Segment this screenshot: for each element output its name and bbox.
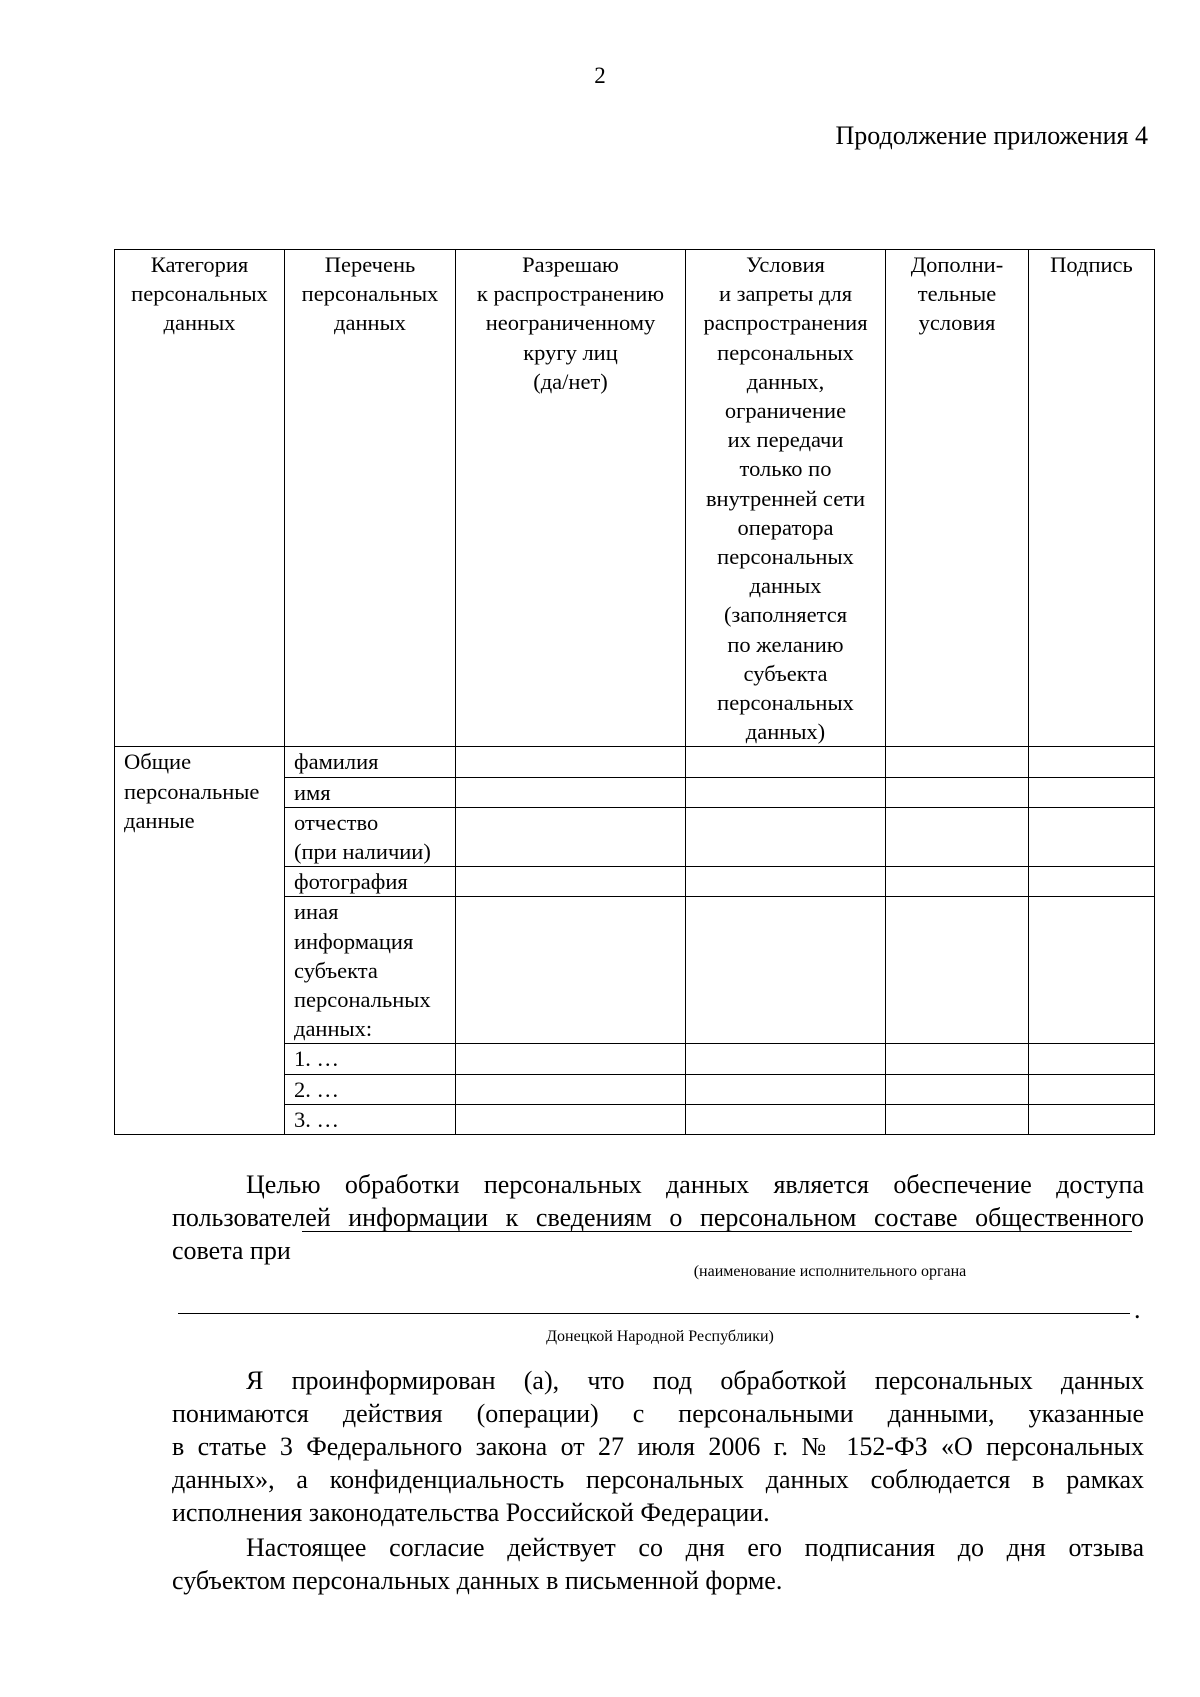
header-additional [886, 250, 1029, 747]
cell-line: персональных [717, 544, 854, 570]
cell-line: имя [294, 779, 331, 805]
cell-line: условия [918, 310, 996, 336]
signature-input-cell[interactable] [1029, 777, 1155, 807]
sentence-period: . [1134, 1295, 1141, 1324]
data-item-cell [285, 1044, 456, 1074]
cell-line: их передачи [727, 427, 844, 453]
header-permit [456, 250, 686, 747]
cell-line: 2. … [294, 1076, 339, 1102]
agency-name-fill-line[interactable] [302, 1231, 1132, 1232]
table-row [115, 747, 1155, 777]
data-item-cell [285, 807, 456, 866]
cell-line: персональных [294, 987, 431, 1013]
signature-input-cell[interactable] [1029, 1104, 1155, 1134]
data-item-cell [285, 777, 456, 807]
permit-input-cell[interactable] [456, 897, 686, 1044]
cell-line: только по [739, 456, 832, 482]
text-line: пользователей информации к сведениям о персональном составе общественного [172, 1203, 1144, 1232]
cell-line: ограничение [724, 398, 847, 424]
purpose-paragraph [172, 1168, 1144, 1267]
cell-line: субъекта [294, 957, 378, 983]
cell-line: 3. … [294, 1106, 339, 1132]
header-category [115, 250, 285, 747]
header-list [285, 250, 456, 747]
cell-line: данных [334, 310, 406, 336]
cell-line: тельные [917, 281, 997, 307]
header-row [115, 250, 1155, 747]
cell-line: данные [124, 807, 195, 833]
cell-line: персональных [717, 339, 854, 365]
additional-input-cell[interactable] [886, 1074, 1029, 1104]
cell-line: персональных [717, 690, 854, 716]
cell-line: данных [163, 310, 236, 336]
cell-line: Категория [150, 252, 249, 277]
cell-line: данных: [294, 1016, 373, 1042]
text-line: данных», а конфиденциальность персональных данных соблюдается в рамках [172, 1465, 1144, 1494]
cell-line: к распространению [476, 281, 665, 307]
cell-line: отчество [294, 809, 379, 835]
conditions-input-cell[interactable] [686, 747, 886, 777]
text-line: Настоящее согласие действует со дня его подписания до дня отзыва [246, 1533, 1144, 1562]
cell-line: персональных [131, 281, 268, 307]
cell-line: Условия [746, 252, 825, 277]
conditions-input-cell[interactable] [686, 777, 886, 807]
additional-input-cell[interactable] [886, 777, 1029, 807]
signature-input-cell[interactable] [1029, 807, 1155, 866]
additional-input-cell[interactable] [886, 897, 1029, 1044]
additional-input-cell[interactable] [886, 807, 1029, 866]
cell-line: информация [294, 928, 414, 954]
data-item-cell [285, 897, 456, 1044]
cell-line: иная [294, 899, 339, 925]
cell-line: персональные [124, 778, 260, 804]
republic-fill-line[interactable] [178, 1313, 1130, 1314]
data-item-cell [285, 867, 456, 897]
signature-input-cell[interactable] [1029, 1044, 1155, 1074]
page-number: 2 [594, 63, 606, 88]
text-line: в статье 3 Федерального закона от 27 июля 2006 г. № 152-ФЗ «О персональных [172, 1432, 1144, 1461]
additional-input-cell[interactable] [886, 867, 1029, 897]
signature-input-cell[interactable] [1029, 867, 1155, 897]
cell-line: 1. … [294, 1046, 339, 1072]
cell-line: распространения [703, 310, 868, 336]
permit-input-cell[interactable] [456, 1074, 686, 1104]
signature-input-cell[interactable] [1029, 1074, 1155, 1104]
signature-input-cell[interactable] [1029, 747, 1155, 777]
republic-caption: Донецкой Народной Республики) [546, 1328, 774, 1345]
additional-input-cell[interactable] [886, 747, 1029, 777]
cell-line: Разрешаю [522, 252, 619, 277]
cell-line: и запреты для [718, 281, 853, 307]
cell-line: Перечень [324, 252, 416, 277]
validity-paragraph [172, 1531, 1144, 1597]
cell-line: Подпись [1050, 252, 1133, 277]
permit-input-cell[interactable] [456, 777, 686, 807]
data-item-cell [285, 1104, 456, 1134]
text-line: Целью обработки персональных данных является обеспечение доступа [246, 1170, 1144, 1199]
permit-input-cell[interactable] [456, 1104, 686, 1134]
signature-input-cell[interactable] [1029, 897, 1155, 1044]
text-line: совета при [172, 1236, 291, 1265]
cell-line: персональных [301, 281, 439, 307]
cell-line: данных, [746, 368, 825, 394]
conditions-input-cell[interactable] [686, 1044, 886, 1074]
conditions-input-cell[interactable] [686, 867, 886, 897]
additional-input-cell[interactable] [886, 1044, 1029, 1074]
cell-line: (да/нет) [533, 368, 608, 394]
cell-line: данных [749, 573, 822, 599]
cell-line: (при наличии) [294, 839, 431, 865]
permit-input-cell[interactable] [456, 867, 686, 897]
cell-line: внутренней сети [705, 485, 866, 511]
cell-line: кругу лиц [523, 339, 618, 365]
cell-line: Общие [124, 749, 192, 775]
cell-line: оператора [737, 514, 834, 540]
cell-line: фотография [294, 869, 408, 895]
text-line: Я проинформирован (а), что под обработкой персональных данных [246, 1366, 1144, 1395]
permit-input-cell[interactable] [456, 807, 686, 866]
conditions-input-cell[interactable] [686, 897, 886, 1044]
cell-line: Дополни- [910, 252, 1004, 277]
permit-input-cell[interactable] [456, 747, 686, 777]
header-conditions [686, 250, 886, 747]
consent-table [114, 249, 1155, 1135]
permit-input-cell[interactable] [456, 1044, 686, 1074]
conditions-input-cell[interactable] [686, 807, 886, 866]
cell-line: (заполняется [723, 602, 848, 628]
cell-line: субъекта [743, 660, 828, 686]
data-item-cell [285, 747, 456, 777]
text-line: субъектом персональных данных в письменной форме. [172, 1566, 783, 1595]
text-line: исполнения законодательства Российской Федерации. [172, 1498, 770, 1527]
conditions-input-cell[interactable] [686, 1104, 886, 1134]
category-cell [115, 747, 285, 1135]
cell-line: данных) [745, 719, 826, 745]
cell-line: фамилия [294, 749, 379, 775]
conditions-input-cell[interactable] [686, 1074, 886, 1104]
header-signature [1029, 250, 1155, 747]
cell-line: по желанию [727, 631, 844, 657]
additional-input-cell[interactable] [886, 1104, 1029, 1134]
data-item-cell [285, 1074, 456, 1104]
text-line: понимаются действия (операции) с персональными данными, указанные [172, 1399, 1144, 1428]
continuation-heading: Продолжение приложения 4 [835, 121, 1148, 150]
informed-paragraph [172, 1364, 1144, 1529]
cell-line: неограниченному [485, 310, 656, 336]
agency-name-caption: (наименование исполнительного органа [693, 1263, 967, 1280]
